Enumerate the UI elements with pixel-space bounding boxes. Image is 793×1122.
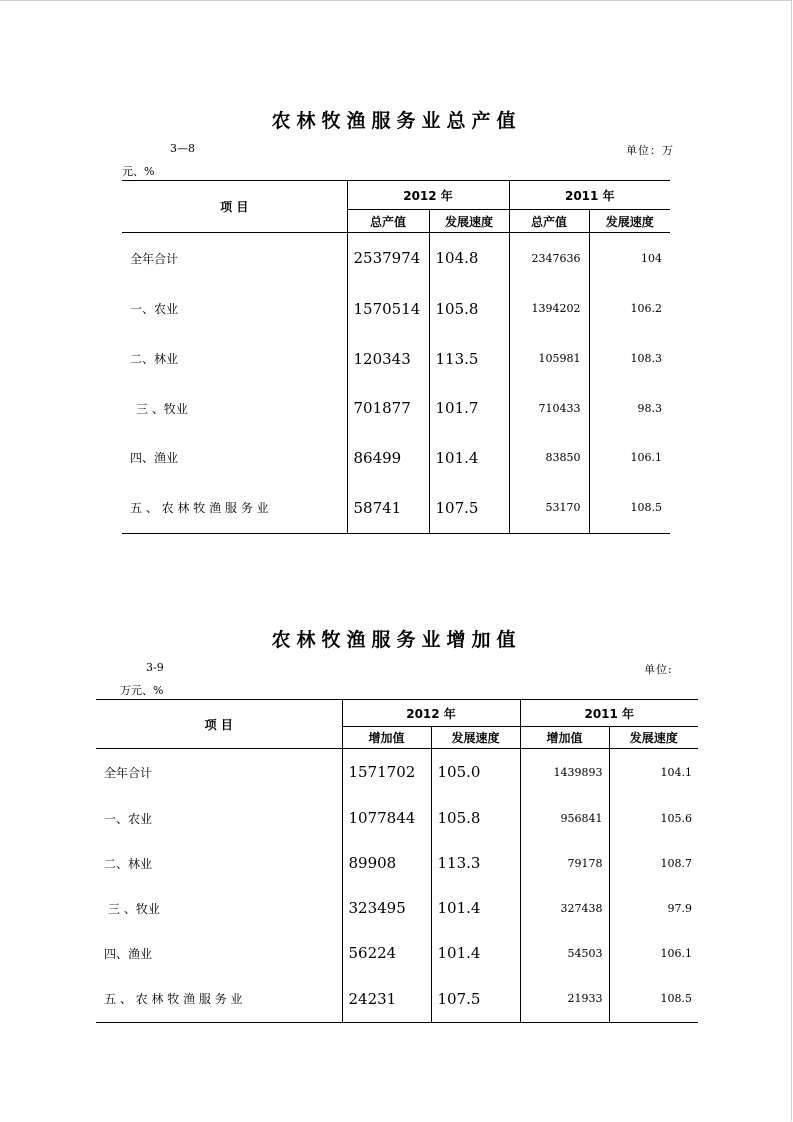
header-value-added-2012: 增加值 — [342, 727, 431, 749]
cell-2011-value-added: 956841 — [520, 796, 609, 841]
header-output-2012: 总产值 — [347, 210, 429, 233]
cell-2012-growth: 104.8 — [429, 233, 509, 284]
cell-2011-growth: 106.1 — [630, 451, 663, 464]
cell-2012-output: 2537974 — [347, 233, 429, 284]
cell-2012-growth: 101.4 — [429, 433, 509, 483]
cell-2012-value-added: 1077844 — [342, 796, 431, 841]
cell-2011-growth: 108.3 — [630, 352, 663, 365]
cell-2012-growth: 105.8 — [429, 284, 509, 334]
output-value-table — [122, 180, 670, 534]
cell-2012-growth: 105.8 — [431, 796, 520, 841]
cell-2012-growth: 101.7 — [429, 384, 509, 433]
cell-2011-value-added: 54503 — [520, 931, 609, 976]
table-row — [122, 334, 670, 384]
cell-2011-growth: 105.6 — [660, 811, 693, 825]
unit-label: 单位：万 — [626, 144, 674, 157]
row-label: 四、渔业 — [122, 433, 347, 483]
table-row — [96, 976, 698, 1023]
header-value-added-2011: 增加值 — [520, 727, 609, 749]
row-label: 三 、牧业 — [122, 384, 347, 433]
cell-2011-output: 53170 — [509, 483, 589, 534]
unit-label: 单位: — [644, 663, 673, 676]
row-label: 全年合计 — [96, 749, 342, 796]
header-year-2011: 2011 年 — [520, 700, 698, 727]
cell-2012-growth: 101.4 — [431, 931, 520, 976]
row-label: 全年合计 — [122, 233, 347, 284]
cell-2012-growth: 107.5 — [429, 483, 509, 534]
row-label: 一、农业 — [96, 796, 342, 841]
cell-2011-growth: 104 — [641, 251, 663, 265]
cell-2011-growth: 104.1 — [660, 765, 693, 779]
unit-label-continued: 万元、% — [120, 684, 164, 697]
header-item: 项 目 — [122, 181, 347, 233]
cell-2011-value-added: 1439893 — [520, 749, 609, 796]
table-row — [96, 931, 698, 976]
table-row — [122, 233, 670, 284]
table-row — [96, 886, 698, 931]
row-label: 一、农业 — [122, 284, 347, 334]
row-label: 五 、 农 林 牧 渔 服 务 业 — [122, 483, 347, 534]
cell-2012-output: 701877 — [347, 384, 429, 433]
cell-2012-output: 86499 — [347, 433, 429, 483]
table-row — [122, 284, 670, 334]
cell-2011-growth: 108.5 — [609, 976, 698, 1023]
cell-2012-growth: 107.5 — [431, 976, 520, 1023]
table-number: 3—8 — [170, 142, 195, 155]
table-row — [96, 749, 698, 796]
cell-2011-growth: 97.9 — [667, 901, 693, 915]
row-label: 三 、牧业 — [96, 886, 342, 931]
table-title: 农林牧渔服务业总产值 — [271, 110, 522, 132]
cell-2011-growth: 106.1 — [660, 946, 693, 960]
row-label: 二、林业 — [122, 334, 347, 384]
row-label: 二、林业 — [96, 841, 342, 886]
cell-2011-output: 1394202 — [509, 284, 589, 334]
table-row — [96, 841, 698, 886]
table-row — [122, 433, 670, 483]
cell-2011-output: 2347636 — [509, 233, 589, 284]
header-growth-2011: 发展速度 — [589, 210, 670, 233]
header-growth-2012: 发展速度 — [431, 727, 520, 749]
row-label: 四、渔业 — [96, 931, 342, 976]
cell-2012-value-added: 89908 — [342, 841, 431, 886]
cell-2012-output: 1570514 — [347, 284, 429, 334]
cell-2011-output: 83850 — [509, 433, 589, 483]
cell-2012-value-added: 24231 — [342, 976, 431, 1023]
header-year-2012: 2012 年 — [342, 700, 520, 727]
table-row — [96, 796, 698, 841]
table-row — [122, 384, 670, 433]
cell-2012-growth: 113.5 — [429, 334, 509, 384]
header-item: 项 目 — [96, 700, 342, 749]
header-year-2011: 2011 年 — [509, 181, 670, 210]
cell-2012-output: 120343 — [347, 334, 429, 384]
cell-2012-value-added: 56224 — [342, 931, 431, 976]
table-title: 农林牧渔服务业增加值 — [271, 629, 522, 651]
header-year-2012: 2012 年 — [347, 181, 509, 210]
cell-2012-value-added: 323495 — [342, 886, 431, 931]
value-added-table — [96, 699, 698, 1023]
cell-2011-output: 710433 — [509, 384, 589, 433]
header-growth-2012: 发展速度 — [429, 210, 509, 233]
cell-2011-growth: 108.5 — [589, 483, 670, 534]
cell-2011-output: 105981 — [509, 334, 589, 384]
cell-2011-value-added: 79178 — [520, 841, 609, 886]
header-output-2011: 总产值 — [509, 210, 589, 233]
table-row — [122, 483, 670, 534]
cell-2012-output: 58741 — [347, 483, 429, 534]
cell-2012-growth: 105.0 — [431, 749, 520, 796]
header-growth-2011: 发展速度 — [609, 727, 698, 749]
row-label: 五 、 农 林 牧 渔 服 务 业 — [96, 976, 342, 1023]
cell-2011-growth: 108.7 — [660, 856, 693, 870]
cell-2011-growth: 98.3 — [637, 401, 663, 415]
cell-2012-growth: 101.4 — [431, 886, 520, 931]
unit-label-continued: 元、% — [122, 165, 155, 178]
table-number: 3-9 — [146, 661, 164, 674]
cell-2012-growth: 113.3 — [431, 841, 520, 886]
cell-2011-value-added: 327438 — [520, 886, 609, 931]
cell-2011-value-added: 21933 — [520, 976, 609, 1023]
cell-2012-value-added: 1571702 — [342, 749, 431, 796]
cell-2011-growth: 106.2 — [630, 302, 663, 315]
